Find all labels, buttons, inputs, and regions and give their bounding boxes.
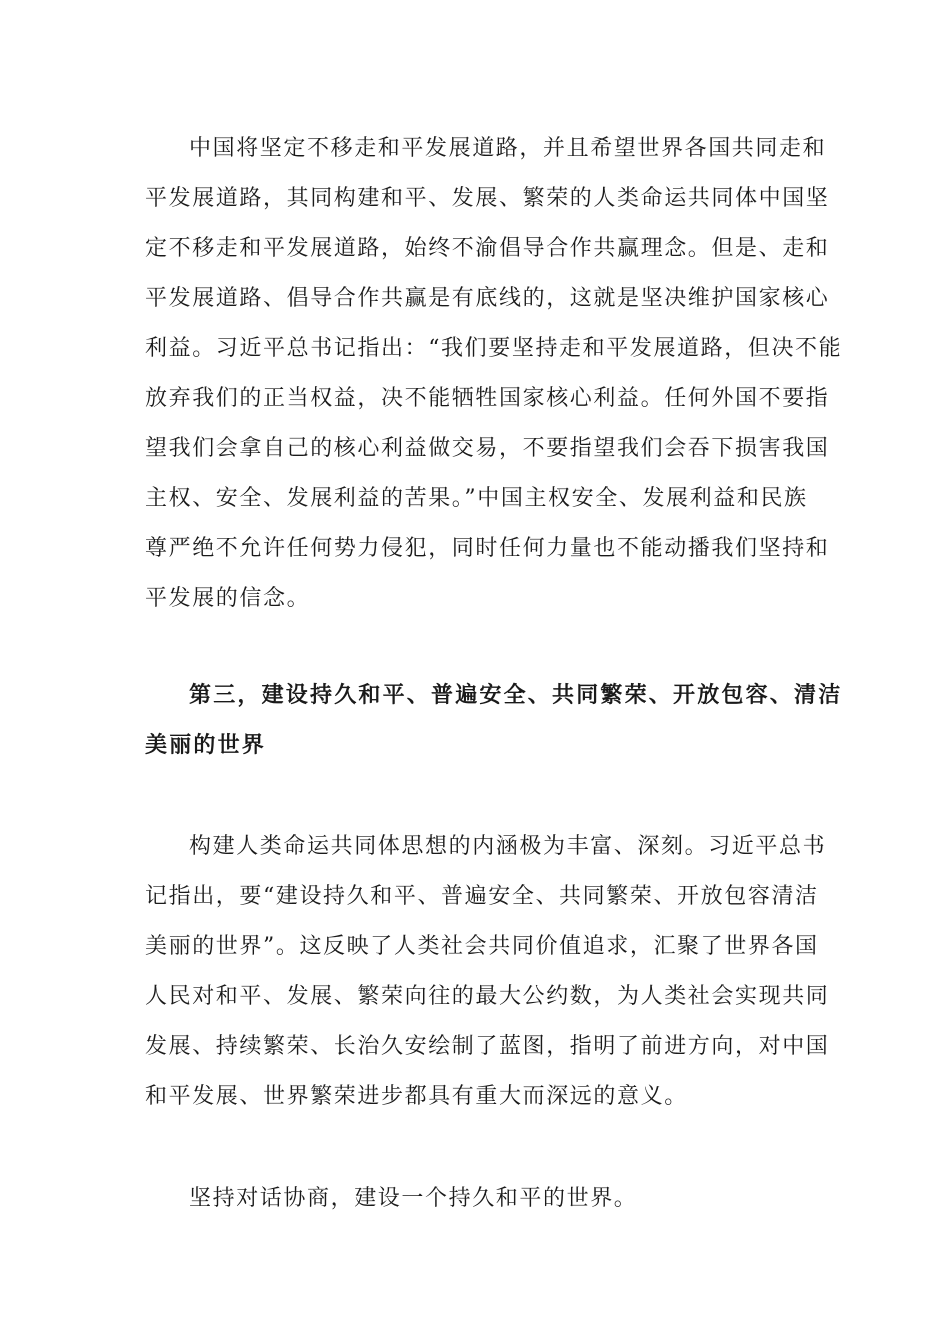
paragraph-line: 中国将坚定不移走和平发展道路，并且希望世界各国共同走和 (189, 136, 827, 161)
document-page (145, 124, 843, 1224)
paragraph-line: 坚持对话协商，建设一个持久和平的世界。 (189, 1186, 638, 1211)
paragraph-line: 定不移走和平发展道路，始终不渝倡导合作共赢理念。但是、走和 (145, 236, 830, 261)
paragraph-spacer (145, 770, 807, 822)
section-heading-third (145, 670, 843, 770)
paragraph-line: 放弃我们的正当权益，决不能牺牲国家核心利益。任何外国不要指 (145, 386, 830, 411)
paragraph-line: 和平发展、世界繁荣进步都具有重大而深远的意义。 (145, 1084, 688, 1109)
heading-line: 第三，建设持久和平、普遍安全、共同繁荣、开放包容、清洁 (189, 682, 843, 708)
paragraph-line: 美丽的世界”。这反映了人类社会共同价值追求，汇聚了世界各国 (145, 934, 819, 959)
paragraph-line: 构建人类命运共同体思想的内涵极为丰富、深刻。习近平总书 (189, 834, 827, 859)
paragraph-dialogue-consultation (145, 1174, 807, 1224)
paragraph-line: 平发展道路，其同构建和平、发展、繁荣的人类命运共同体中国坚 (145, 186, 830, 211)
paragraph-line: 主权、安全、发展利益的苦果。”中国主权安全、发展利益和民族 (145, 486, 808, 511)
paragraph-line: 记指出，要“建设持久和平、普遍安全、共同繁荣、开放包容清洁 (145, 884, 819, 909)
paragraph-spacer (145, 624, 807, 670)
paragraph-spacer (145, 1122, 807, 1174)
paragraph-line: 平发展的信念。 (145, 586, 311, 611)
paragraph-line: 平发展道路、倡导合作共赢是有底线的，这就是坚决维护国家核心 (145, 286, 830, 311)
paragraph-community-of-shared-future (145, 822, 830, 1122)
paragraph-line: 望我们会拿自己的核心利益做交易，不要指望我们会吞下损害我国 (145, 436, 830, 461)
paragraph-line: 利益。习近平总书记指出：“我们要坚持走和平发展道路，但决不能 (145, 336, 843, 361)
paragraph-peaceful-development (145, 124, 843, 624)
paragraph-line: 尊严绝不允许任何势力侵犯，同时任何力量也不能动播我们坚持和 (145, 536, 830, 561)
paragraph-line: 发展、持续繁荣、长治久安绘制了蓝图，指明了前进方向，对中国 (145, 1034, 830, 1059)
heading-line: 美丽的世界 (145, 732, 267, 758)
paragraph-line: 人民对和平、发展、繁荣向往的最大公约数，为人类社会实现共同 (145, 984, 830, 1009)
